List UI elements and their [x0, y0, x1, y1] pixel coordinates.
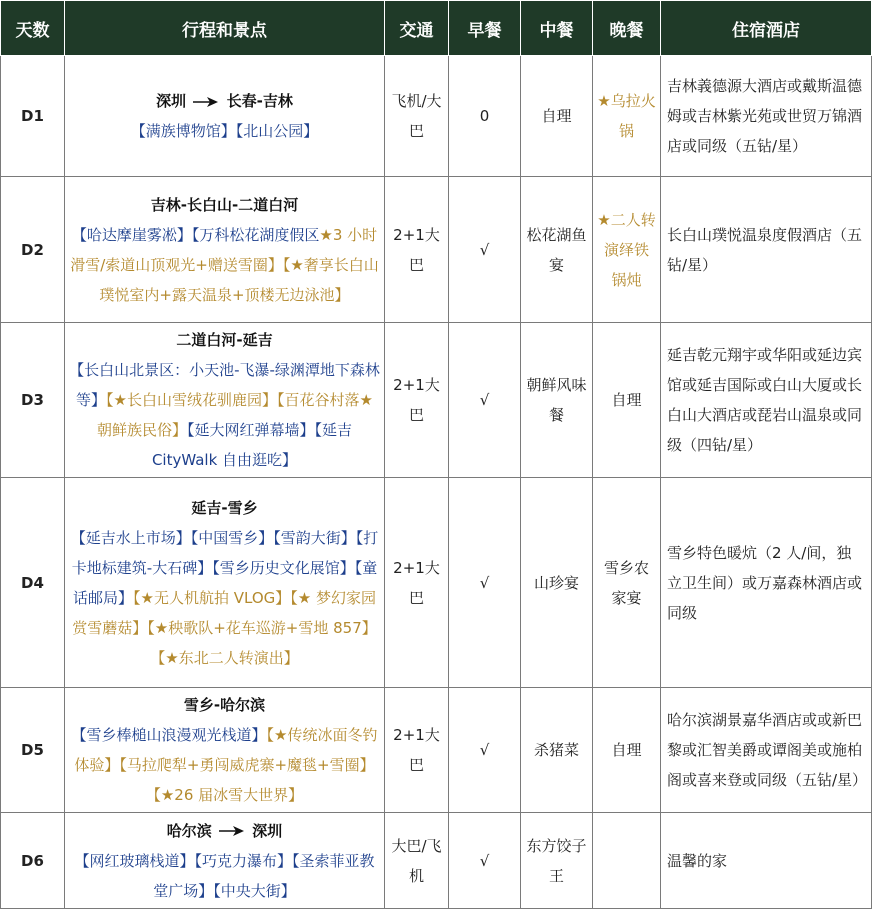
- airplane-arrow-icon: [193, 96, 219, 108]
- route-title: 深圳 长春-吉林: [156, 92, 293, 110]
- lunch-cell: 山珍宴: [521, 478, 593, 688]
- header-itinerary: 行程和景点: [65, 1, 385, 56]
- hotel-cell: 雪乡特色暖炕（2 人/间，独立卫生间）或万嘉森林酒店或同级: [661, 478, 872, 688]
- route-title: 雪乡-哈尔滨: [183, 696, 266, 714]
- route-title: 哈尔滨 深圳: [166, 821, 283, 840]
- route-title: 二道白河-延吉: [176, 331, 273, 349]
- route-title: 延吉-雪乡: [191, 498, 258, 517]
- dinner-cell: 自理: [593, 688, 661, 813]
- transport-cell: 2+1大巴: [385, 688, 449, 813]
- transport-cell: 大巴/飞机: [385, 813, 449, 909]
- table-row: [1, 813, 872, 909]
- table-row: [1, 478, 872, 688]
- day-cell: D4: [1, 478, 65, 688]
- header-dinner: 晚餐: [593, 1, 661, 56]
- table-row: [1, 56, 872, 177]
- day-cell: D5: [1, 688, 65, 813]
- dinner-cell: 自理: [593, 323, 661, 478]
- spots-text: 【雪乡棒槌山浪漫观光栈道】【★传统冰面冬钓体验】【马拉爬犁+勇闯威虎寨+魔毯+雪圈】【★26 届冰雪大世界】: [71, 726, 378, 804]
- spots-text: 【长白山北景区：小天池-飞瀑-绿渊潭地下森林等】【★长白山雪绒花驯鹿园】【百花谷村落★朝鲜族民俗】【延大网红弹幕墙】【延吉 CityWalk 自由逛吃】: [69, 361, 380, 469]
- itinerary-cell: [65, 688, 385, 813]
- header-lunch: 中餐: [521, 1, 593, 56]
- day-cell: D2: [1, 177, 65, 323]
- lunch-cell: 松花湖鱼宴: [521, 177, 593, 323]
- itinerary-cell: [65, 813, 385, 909]
- day-cell: D6: [1, 813, 65, 909]
- day-cell: D3: [1, 323, 65, 478]
- itinerary-cell: [65, 478, 385, 688]
- transport-cell: 2+1大巴: [385, 177, 449, 323]
- header-breakfast: 早餐: [449, 1, 521, 56]
- table-row: [1, 177, 872, 323]
- header-transport: 交通: [385, 1, 449, 56]
- table-row: [1, 688, 872, 813]
- dinner-cell: 雪乡农家宴: [593, 478, 661, 688]
- header-day: 天数: [1, 1, 65, 56]
- breakfast-cell: √: [449, 688, 521, 813]
- breakfast-cell: √: [449, 323, 521, 478]
- hotel-cell: 吉林義德源大酒店或戴斯温德姆或吉林紫光苑或世贸万锦酒店或同级（五钻/星）: [661, 56, 872, 177]
- breakfast-cell: 0: [449, 56, 521, 177]
- breakfast-cell: √: [449, 813, 521, 909]
- lunch-cell: 自理: [521, 56, 593, 177]
- dinner-cell: ★乌拉火锅: [593, 56, 661, 177]
- day-cell: D1: [1, 56, 65, 177]
- hotel-cell: 延吉乾元翔宇或华阳或延边宾馆或延吉国际或白山大厦或长白山大酒店或琵岩山温泉或同级（四钻/星）: [661, 323, 872, 478]
- transport-cell: 飞机/大巴: [385, 56, 449, 177]
- spots-text: 【哈达摩崖雾凇】【万科松花湖度假区★3 小时滑雪/索道山顶观光+赠送雪圈】【★奢享长白山璞悦室内+露天温泉+顶楼无边泳池】: [70, 225, 379, 304]
- header-hotel: 住宿酒店: [661, 1, 872, 56]
- dinner-cell: ★二人转演绎铁锅炖: [593, 177, 661, 323]
- itinerary-cell: [65, 323, 385, 478]
- lunch-cell: 朝鲜风味餐: [521, 323, 593, 478]
- header-row: [1, 1, 872, 56]
- itinerary-cell: [65, 177, 385, 323]
- hotel-cell: 长白山璞悦温泉度假酒店（五钻/星）: [661, 177, 872, 323]
- airplane-arrow-icon: [219, 825, 245, 837]
- breakfast-cell: √: [449, 478, 521, 688]
- route-title: 吉林-长白山-二道白河: [150, 195, 299, 214]
- spots-text: 【延吉水上市场】【中国雪乡】【雪韵大街】【打卡地标建筑-大石碑】【雪乡历史文化展馆】【童话邮局】【★无人机航拍 VLOG】【★ 梦幻家园赏雪蘑菇】【★秧歌队+花车巡游+雪地 857】【★东北二人转演出】: [70, 528, 379, 667]
- hotel-cell: 哈尔滨湖景嘉华酒店或或新巴黎或汇智美爵或谭阁美或施柏阁或喜来登或同级（五钻/星）: [661, 688, 872, 813]
- dinner-cell: [593, 813, 661, 909]
- lunch-cell: 杀猪菜: [521, 688, 593, 813]
- transport-cell: 2+1大巴: [385, 478, 449, 688]
- transport-cell: 2+1大巴: [385, 323, 449, 478]
- spots-text: 【满族博物馆】【北山公园】: [130, 122, 319, 140]
- itinerary-cell: [65, 56, 385, 177]
- breakfast-cell: √: [449, 177, 521, 323]
- lunch-cell: 东方饺子王: [521, 813, 593, 909]
- spots-text: 【网红玻璃栈道】【巧克力瀑布】【圣索菲亚教堂广场】【中央大街】: [74, 851, 375, 900]
- table-row: [1, 323, 872, 478]
- hotel-cell: 温馨的家: [661, 813, 872, 909]
